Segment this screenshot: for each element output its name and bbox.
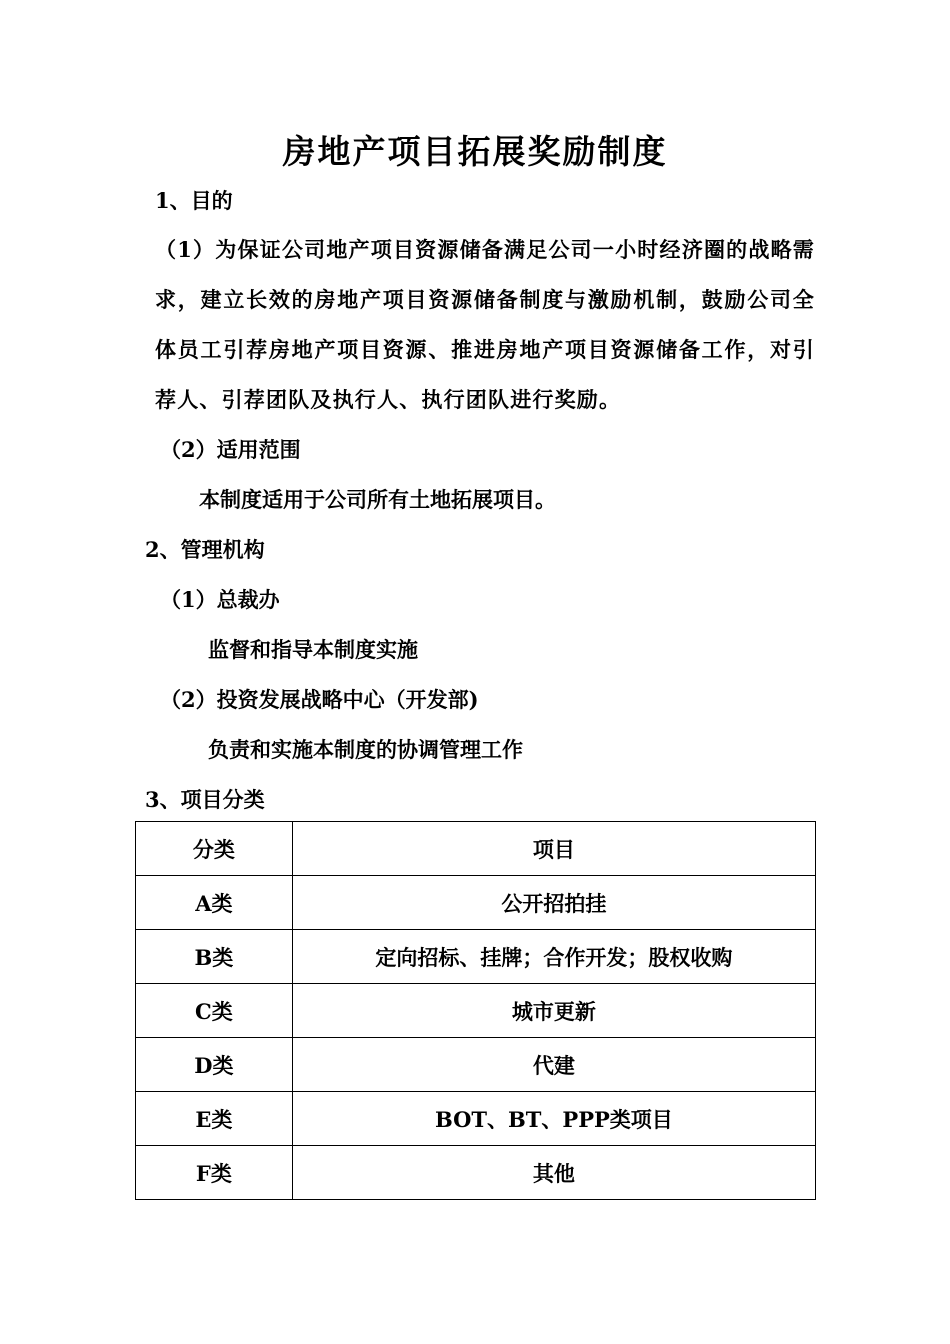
section-2-strategy-center-heading: （2）投资发展战略中心（开发部) [160,687,479,712]
table-row [136,930,816,984]
section-2-president-office-text: 监督和指导本制度实施 [208,637,418,662]
section-1-heading: 1、目的 [155,188,233,213]
table-cell-project: 代建 [292,1038,815,1092]
table-cell-project: 公开招拍挂 [292,876,815,930]
table-cell-project: 其他 [292,1146,815,1200]
table-row [136,1092,816,1146]
section-2-president-office-heading: （1）总裁办 [160,587,280,612]
document-title: 房地产项目拓展奖励制度 [282,132,668,171]
table-cell-category: E类 [136,1092,293,1146]
table-row [136,876,816,930]
table-header-row [136,822,816,876]
section-2-heading: 2、管理机构 [145,537,265,562]
section-1-scope-text: 本制度适用于公司所有土地拓展项目。 [199,487,556,512]
section-1-purpose-paragraph: （1）为保证公司地产项目资源储备满足公司一小时经济圈的战略需求，建立长效的房地产项目资源储备制度与激励机制，鼓励公司全体员工引荐房地产项目资源、推进房地产项目资源储备工作，对引荐人、引荐团队及执行人、执行团队进行奖励。 [155,237,815,412]
table-row [136,1146,816,1200]
table-cell-category: C类 [136,984,293,1038]
table-cell-category: A类 [136,876,293,930]
table-cell-category: D类 [136,1038,293,1092]
table-cell-project: 城市更新 [292,984,815,1038]
table-cell-project: BOT、BT、PPP类项目 [292,1092,815,1146]
project-classification-table [135,821,816,1200]
table-row [136,984,816,1038]
section-2-strategy-center-text: 负责和实施本制度的协调管理工作 [208,737,523,762]
table-cell-category: B类 [136,930,293,984]
section-1-scope-heading: （2）适用范围 [160,437,301,462]
table-cell-project: 定向招标、挂牌；合作开发；股权收购 [292,930,815,984]
section-3-heading: 3、项目分类 [145,787,265,812]
table-header-cell: 分类 [136,822,293,876]
table-row [136,1038,816,1092]
table-cell-category: F类 [136,1146,293,1200]
table-header-cell: 项目 [292,822,815,876]
